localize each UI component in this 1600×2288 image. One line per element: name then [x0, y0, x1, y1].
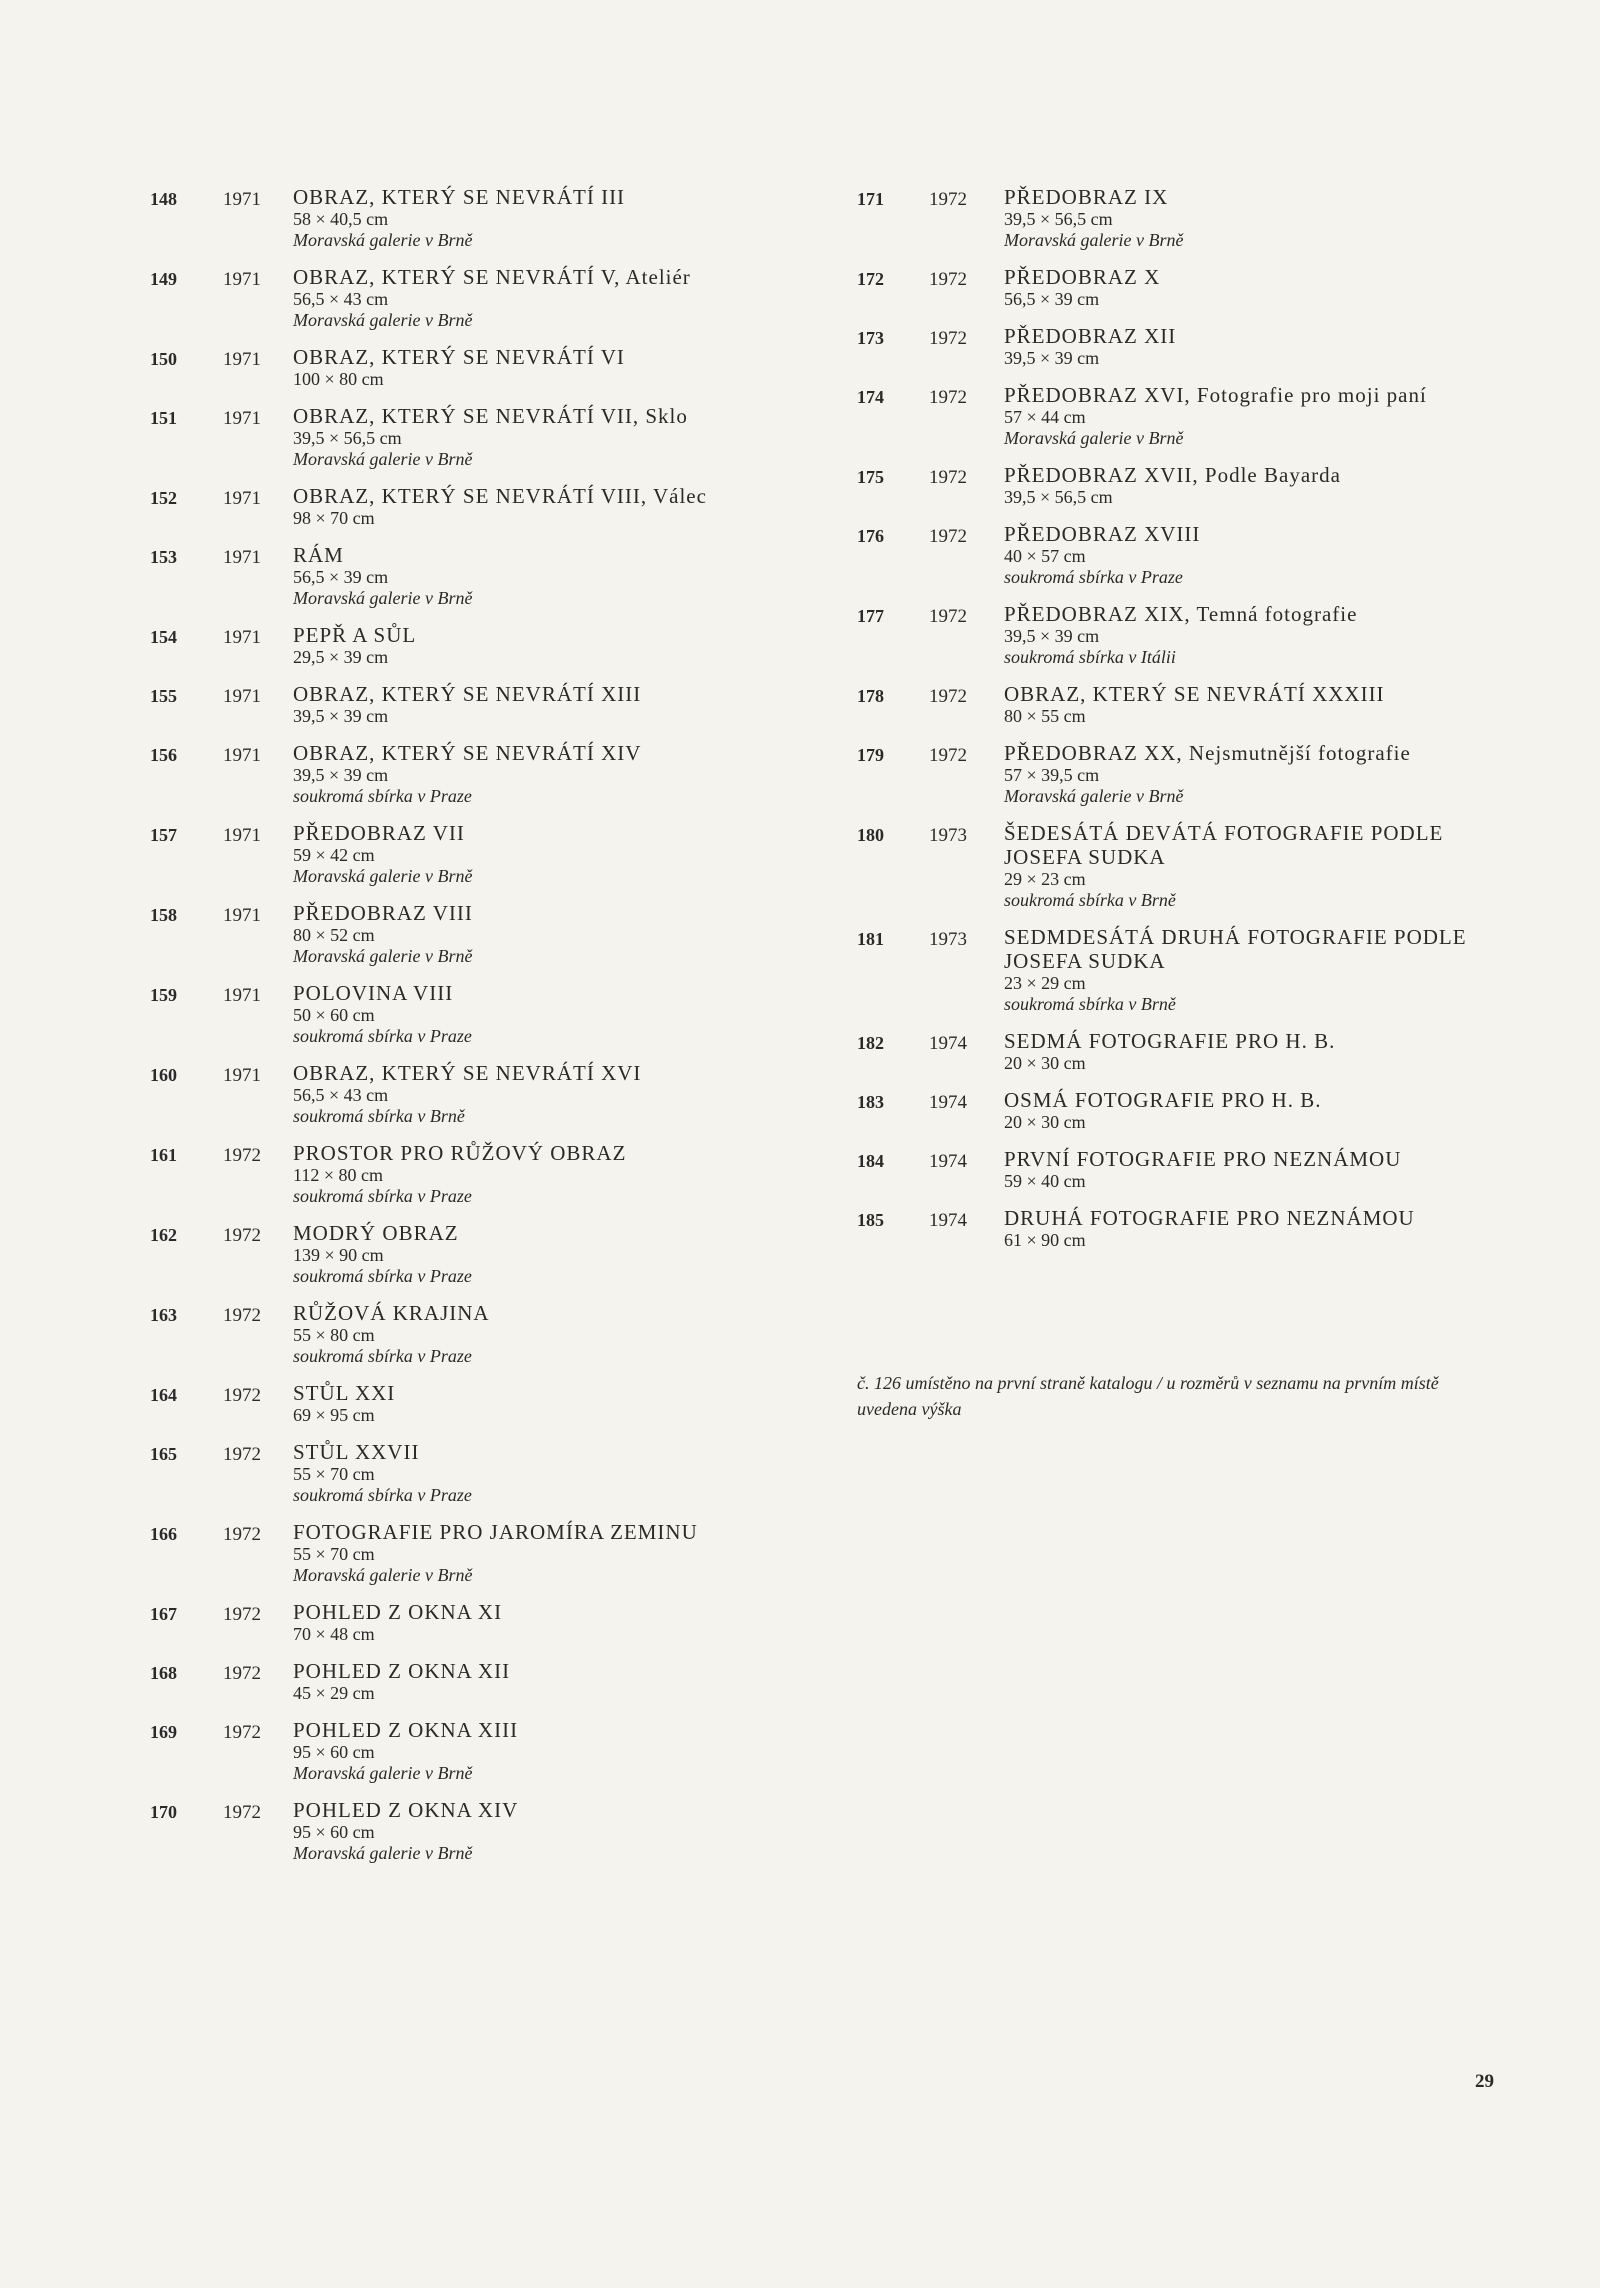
entry-dimensions: 55 × 80 cm: [293, 1325, 375, 1345]
entry-number: 167: [150, 1604, 177, 1624]
entry-title: OBRAZ, KTERÝ SE NEVRÁTÍ XIV: [293, 741, 642, 765]
catalog-note: č. 126 umístěno na první straně katalogu / u rozměrů v seznamu na prvním místě uvedena výška: [857, 1373, 1439, 1419]
entry-title: PŘEDOBRAZ XII: [1004, 324, 1177, 348]
entry-year: 1974: [929, 1151, 967, 1172]
entry-year: 1971: [223, 905, 261, 926]
entry-info: [1004, 1088, 1497, 1133]
entry-year: 1972: [223, 1663, 261, 1684]
entry-title: SEDMÁ FOTOGRAFIE PRO H. B.: [1004, 1029, 1336, 1053]
entry-collection: Moravská galerie v Brně: [1004, 230, 1184, 250]
catalog-entry: [150, 543, 810, 609]
entry-number: 160: [150, 1065, 177, 1085]
entry-year: 1971: [223, 825, 261, 846]
entry-dimensions: 50 × 60 cm: [293, 1005, 375, 1025]
catalog-entry: [150, 1440, 810, 1506]
entry-info: [293, 404, 810, 470]
catalog-entry: [857, 265, 1497, 310]
entry-dimensions: 23 × 29 cm: [1004, 973, 1086, 993]
entry-dimensions: 95 × 60 cm: [293, 1822, 375, 1842]
entry-dimensions: 29,5 × 39 cm: [293, 647, 389, 667]
catalog-entry: [150, 265, 810, 331]
catalog-entry: [857, 1206, 1497, 1251]
entry-year: 1974: [929, 1210, 967, 1231]
entry-number: 175: [857, 467, 884, 487]
entry-dimensions: 20 × 30 cm: [1004, 1053, 1086, 1073]
entry-title: PŘEDOBRAZ XIX, Temná fotografie: [1004, 602, 1358, 626]
entry-year: 1972: [223, 1802, 261, 1823]
entry-title: PŘEDOBRAZ XVIII: [1004, 522, 1201, 546]
catalog-entry: [857, 682, 1497, 727]
entry-collection: Moravská galerie v Brně: [293, 1843, 473, 1863]
catalog-entry: [150, 484, 810, 529]
entry-collection: Moravská galerie v Brně: [293, 310, 473, 330]
catalog-entry: [857, 741, 1497, 807]
entry-dimensions: 39,5 × 39 cm: [1004, 348, 1100, 368]
entry-collection: Moravská galerie v Brně: [293, 1565, 473, 1585]
entry-number: 152: [150, 488, 177, 508]
entry-dimensions: 56,5 × 43 cm: [293, 1085, 389, 1105]
entry-number: 172: [857, 269, 884, 289]
catalog-entry: [150, 1659, 810, 1704]
catalog-entry: [150, 1061, 810, 1127]
entry-dimensions: 95 × 60 cm: [293, 1742, 375, 1762]
entry-year: 1972: [929, 745, 967, 766]
entry-year: 1972: [929, 328, 967, 349]
entry-title: SEDMDESÁTÁ DRUHÁ FOTOGRAFIE PODLE JOSEFA SUDKA: [1004, 925, 1467, 973]
entry-number: 181: [857, 929, 884, 949]
entry-info: [293, 543, 810, 609]
entry-info: [293, 741, 810, 807]
entry-title: RÁM: [293, 543, 344, 567]
entry-title: PŘEDOBRAZ VII: [293, 821, 465, 845]
catalog-entry: [150, 185, 810, 251]
entry-dimensions: 70 × 48 cm: [293, 1624, 375, 1644]
entry-number: 166: [150, 1524, 177, 1544]
entry-dimensions: 56,5 × 39 cm: [293, 567, 389, 587]
entry-info: [1004, 1206, 1497, 1251]
entry-info: [293, 1798, 810, 1864]
entry-dimensions: 55 × 70 cm: [293, 1544, 375, 1564]
entry-collection: Moravská galerie v Brně: [1004, 786, 1184, 806]
entry-number: 164: [150, 1385, 177, 1405]
entry-title: OBRAZ, KTERÝ SE NEVRÁTÍ XVI: [293, 1061, 642, 1085]
page-number: 29: [1475, 2071, 1494, 2092]
catalog-entry: [150, 741, 810, 807]
entry-number: 180: [857, 825, 884, 845]
entry-year: 1971: [223, 745, 261, 766]
entry-title: OBRAZ, KTERÝ SE NEVRÁTÍ III: [293, 185, 626, 209]
entry-info: [293, 1520, 810, 1586]
entry-title: DRUHÁ FOTOGRAFIE PRO NEZNÁMOU: [1004, 1206, 1415, 1230]
entry-info: [1004, 383, 1497, 449]
entry-number: 158: [150, 905, 177, 925]
catalog-entry: [150, 821, 810, 887]
catalog-entry: [857, 522, 1497, 588]
entry-year: 1971: [223, 985, 261, 1006]
entry-dimensions: 80 × 55 cm: [1004, 706, 1086, 726]
entry-year: 1971: [223, 686, 261, 707]
entry-collection: soukromá sbírka v Brně: [1004, 890, 1176, 910]
entry-title: OBRAZ, KTERÝ SE NEVRÁTÍ VII, Sklo: [293, 404, 688, 428]
entry-number: 170: [150, 1802, 177, 1822]
entry-title: PŘEDOBRAZ XX, Nejsmutnější fotografie: [1004, 741, 1411, 765]
entry-year: 1973: [929, 929, 967, 950]
entry-info: [1004, 1029, 1497, 1074]
entry-number: 183: [857, 1092, 884, 1112]
entry-info: [1004, 324, 1497, 369]
entry-number: 155: [150, 686, 177, 706]
entry-collection: Moravská galerie v Brně: [293, 1763, 473, 1783]
entry-year: 1971: [223, 1065, 261, 1086]
entry-number: 159: [150, 985, 177, 1005]
entry-title: OBRAZ, KTERÝ SE NEVRÁTÍ XIII: [293, 682, 642, 706]
catalog-entry: [150, 682, 810, 727]
entry-dimensions: 98 × 70 cm: [293, 508, 375, 528]
entry-title: POHLED Z OKNA XIII: [293, 1718, 519, 1742]
entry-dimensions: 39,5 × 39 cm: [293, 706, 389, 726]
catalog-entry: [150, 1520, 810, 1586]
entry-number: 184: [857, 1151, 884, 1171]
entry-info: [293, 345, 810, 390]
entry-dimensions: 20 × 30 cm: [1004, 1112, 1086, 1132]
entry-dimensions: 39,5 × 56,5 cm: [293, 428, 402, 448]
catalog-entry: [857, 324, 1497, 369]
entry-title: FOTOGRAFIE PRO JAROMÍRA ZEMINU: [293, 1520, 698, 1544]
entry-title: PEPŘ A SŮL: [293, 623, 417, 647]
catalog-entry: [150, 1301, 810, 1367]
entry-info: [1004, 185, 1497, 251]
entry-title: OBRAZ, KTERÝ SE NEVRÁTÍ VI: [293, 345, 625, 369]
catalog-entry: [150, 1600, 810, 1645]
catalog-entry: [150, 901, 810, 967]
entry-info: [293, 185, 810, 251]
entry-dimensions: 58 × 40,5 cm: [293, 209, 389, 229]
entry-info: [1004, 522, 1497, 588]
entry-dimensions: 29 × 23 cm: [1004, 869, 1086, 889]
catalog-entry: [857, 185, 1497, 251]
entry-number: 171: [857, 189, 884, 209]
catalog-entry: [857, 1029, 1497, 1074]
entry-number: 174: [857, 387, 884, 407]
entry-title: STŮL XXI: [293, 1381, 396, 1405]
entry-year: 1971: [223, 189, 261, 210]
catalog-entry: [150, 981, 810, 1047]
entry-dimensions: 80 × 52 cm: [293, 925, 375, 945]
entry-number: 151: [150, 408, 177, 428]
entry-collection: soukromá sbírka v Brně: [293, 1106, 465, 1126]
entry-collection: Moravská galerie v Brně: [1004, 428, 1184, 448]
entry-title: PRVNÍ FOTOGRAFIE PRO NEZNÁMOU: [1004, 1147, 1402, 1171]
entry-title: POLOVINA VIII: [293, 981, 454, 1005]
entry-info: [1004, 741, 1497, 807]
entry-info: [1004, 463, 1497, 508]
entry-dimensions: 59 × 42 cm: [293, 845, 375, 865]
entry-collection: soukromá sbírka v Praze: [293, 1026, 472, 1046]
entry-dimensions: 139 × 90 cm: [293, 1245, 384, 1265]
catalog-entry: [857, 463, 1497, 508]
entry-info: [293, 623, 810, 668]
entry-number: 150: [150, 349, 177, 369]
entry-year: 1972: [929, 606, 967, 627]
entry-title: MODRÝ OBRAZ: [293, 1221, 459, 1245]
entry-year: 1972: [223, 1385, 261, 1406]
entry-year: 1972: [223, 1722, 261, 1743]
entry-title: ŠEDESÁTÁ DEVÁTÁ FOTOGRAFIE PODLE JOSEFA SUDKA: [1004, 821, 1444, 869]
entry-collection: Moravská galerie v Brně: [293, 866, 473, 886]
entry-number: 161: [150, 1145, 177, 1165]
entry-number: 149: [150, 269, 177, 289]
entry-dimensions: 39,5 × 56,5 cm: [1004, 487, 1113, 507]
catalog-entry: [857, 1147, 1497, 1192]
entry-info: [1004, 265, 1497, 310]
entry-number: 178: [857, 686, 884, 706]
entry-year: 1971: [223, 269, 261, 290]
entry-number: 177: [857, 606, 884, 626]
entry-info: [293, 1221, 810, 1287]
entry-info: [293, 1440, 810, 1506]
entry-collection: Moravská galerie v Brně: [293, 946, 473, 966]
entry-info: [293, 1301, 810, 1367]
catalog-entry: [150, 1141, 810, 1207]
entry-number: 162: [150, 1225, 177, 1245]
entry-year: 1971: [223, 488, 261, 509]
catalog-column-left: [150, 185, 810, 1878]
catalog-entry: [150, 404, 810, 470]
entry-year: 1972: [929, 467, 967, 488]
entry-year: 1972: [223, 1604, 261, 1625]
catalog-entry: [150, 345, 810, 390]
entry-year: 1972: [929, 269, 967, 290]
entry-title: PŘEDOBRAZ IX: [1004, 185, 1169, 209]
entry-year: 1971: [223, 408, 261, 429]
entry-number: 154: [150, 627, 177, 647]
entry-collection: soukromá sbírka v Praze: [293, 1186, 472, 1206]
entry-number: 163: [150, 1305, 177, 1325]
entry-title: OBRAZ, KTERÝ SE NEVRÁTÍ V, Ateliér: [293, 265, 691, 289]
catalog-entry: [150, 1381, 810, 1426]
entry-title: POHLED Z OKNA XIV: [293, 1798, 519, 1822]
entry-number: 165: [150, 1444, 177, 1464]
entry-number: 156: [150, 745, 177, 765]
entry-info: [293, 1659, 810, 1704]
entry-info: [293, 1061, 810, 1127]
entry-title: OSMÁ FOTOGRAFIE PRO H. B.: [1004, 1088, 1322, 1112]
entry-title: PŘEDOBRAZ XVII, Podle Bayarda: [1004, 463, 1341, 487]
entry-number: 179: [857, 745, 884, 765]
entry-collection: soukromá sbírka v Praze: [293, 1266, 472, 1286]
entry-collection: Moravská galerie v Brně: [293, 449, 473, 469]
entry-year: 1974: [929, 1092, 967, 1113]
entry-collection: Moravská galerie v Brně: [293, 588, 473, 608]
entry-info: [1004, 602, 1497, 668]
entry-title: POHLED Z OKNA XI: [293, 1600, 503, 1624]
entry-title: STŮL XXVII: [293, 1440, 420, 1464]
entry-info: [293, 901, 810, 967]
entry-dimensions: 59 × 40 cm: [1004, 1171, 1086, 1191]
entry-info: [1004, 925, 1497, 1015]
entry-title: OBRAZ, KTERÝ SE NEVRÁTÍ VIII, Válec: [293, 484, 707, 508]
catalog-entry: [857, 383, 1497, 449]
entry-year: 1972: [223, 1524, 261, 1545]
entry-title: OBRAZ, KTERÝ SE NEVRÁTÍ XXXIII: [1004, 682, 1385, 706]
entry-number: 182: [857, 1033, 884, 1053]
entry-dimensions: 56,5 × 43 cm: [293, 289, 389, 309]
entry-year: 1972: [929, 387, 967, 408]
entry-collection: Moravská galerie v Brně: [293, 230, 473, 250]
entry-number: 168: [150, 1663, 177, 1683]
entry-year: 1972: [223, 1444, 261, 1465]
entry-year: 1971: [223, 547, 261, 568]
catalog-entry: [857, 602, 1497, 668]
catalog-entry: [857, 1088, 1497, 1133]
catalog-entry: [150, 1798, 810, 1864]
entry-dimensions: 55 × 70 cm: [293, 1464, 375, 1484]
entry-title: PŘEDOBRAZ XVI, Fotografie pro moji paní: [1004, 383, 1427, 407]
entry-info: [293, 1141, 810, 1207]
entry-year: 1974: [929, 1033, 967, 1054]
entry-title: PŘEDOBRAZ VIII: [293, 901, 473, 925]
catalog-column-right: [857, 185, 1497, 1265]
entry-year: 1971: [223, 627, 261, 648]
catalog-entry: [857, 821, 1497, 911]
catalog-entry: [150, 1221, 810, 1287]
entry-year: 1972: [223, 1225, 261, 1246]
entry-dimensions: 61 × 90 cm: [1004, 1230, 1086, 1250]
entry-dimensions: 39,5 × 56,5 cm: [1004, 209, 1113, 229]
entry-dimensions: 45 × 29 cm: [293, 1683, 375, 1703]
entry-dimensions: 57 × 39,5 cm: [1004, 765, 1100, 785]
entry-info: [293, 682, 810, 727]
entry-collection: soukromá sbírka v Praze: [293, 1346, 472, 1366]
entry-number: 173: [857, 328, 884, 348]
catalog-entry: [150, 1718, 810, 1784]
entry-number: 185: [857, 1210, 884, 1230]
entry-year: 1972: [929, 526, 967, 547]
entry-info: [1004, 1147, 1497, 1192]
entry-info: [1004, 821, 1497, 911]
entry-year: 1972: [929, 686, 967, 707]
entry-year: 1972: [223, 1145, 261, 1166]
entry-number: 157: [150, 825, 177, 845]
entry-number: 169: [150, 1722, 177, 1742]
entry-info: [293, 484, 810, 529]
entry-dimensions: 57 × 44 cm: [1004, 407, 1086, 427]
entry-dimensions: 69 × 95 cm: [293, 1405, 375, 1425]
entry-dimensions: 100 × 80 cm: [293, 369, 384, 389]
entry-year: 1973: [929, 825, 967, 846]
catalog-entry: [150, 623, 810, 668]
entry-title: RŮŽOVÁ KRAJINA: [293, 1301, 490, 1325]
entry-collection: soukromá sbírka v Brně: [1004, 994, 1176, 1014]
entry-year: 1972: [223, 1305, 261, 1326]
entry-info: [293, 981, 810, 1047]
entry-number: 153: [150, 547, 177, 567]
entry-title: PŘEDOBRAZ X: [1004, 265, 1161, 289]
entry-info: [293, 821, 810, 887]
entry-dimensions: 39,5 × 39 cm: [1004, 626, 1100, 646]
entry-info: [293, 1718, 810, 1784]
entry-number: 148: [150, 189, 177, 209]
entry-number: 176: [857, 526, 884, 546]
entry-collection: soukromá sbírka v Praze: [1004, 567, 1183, 587]
entry-dimensions: 56,5 × 39 cm: [1004, 289, 1100, 309]
entry-collection: soukromá sbírka v Praze: [293, 1485, 472, 1505]
catalog-entry: [857, 925, 1497, 1015]
entry-dimensions: 112 × 80 cm: [293, 1165, 383, 1185]
entry-info: [293, 1600, 810, 1645]
entry-year: 1971: [223, 349, 261, 370]
entry-dimensions: 40 × 57 cm: [1004, 546, 1086, 566]
entry-info: [293, 265, 810, 331]
entry-title: PROSTOR PRO RŮŽOVÝ OBRAZ: [293, 1141, 627, 1165]
entry-dimensions: 39,5 × 39 cm: [293, 765, 389, 785]
entry-info: [1004, 682, 1497, 727]
entry-title: POHLED Z OKNA XII: [293, 1659, 511, 1683]
entry-collection: soukromá sbírka v Itálii: [1004, 647, 1176, 667]
entry-year: 1972: [929, 189, 967, 210]
entry-collection: soukromá sbírka v Praze: [293, 786, 472, 806]
entry-info: [293, 1381, 810, 1426]
